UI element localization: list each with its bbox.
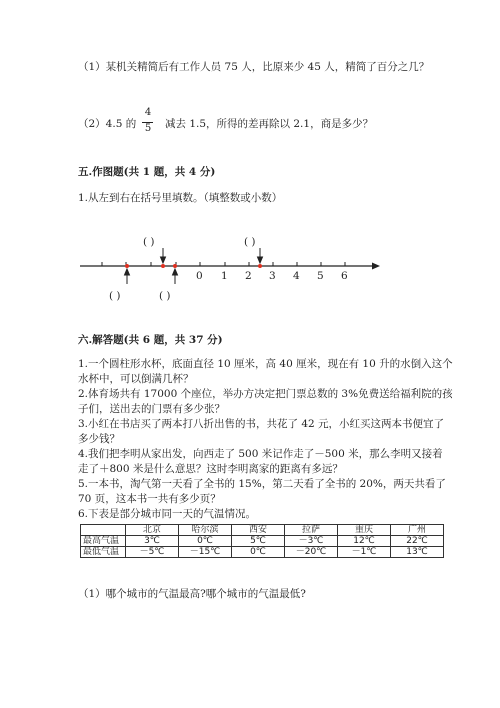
table-header-cell: 重庆: [338, 525, 391, 536]
table-header-cell: 拉萨: [285, 525, 338, 536]
table-cell: －5℃: [126, 547, 179, 558]
table-header-cell: 哈尔滨: [179, 525, 232, 536]
fraction-numerator: 4: [144, 107, 152, 118]
arrow-up-1: [125, 269, 130, 284]
tick-label-6: 6: [341, 270, 348, 282]
table-cell: 13℃: [391, 547, 444, 558]
table-header-row: [81, 525, 444, 536]
tick-label-5: 5: [317, 270, 324, 282]
tick-label-1: 1: [221, 270, 228, 282]
table-cell: 5℃: [232, 536, 285, 547]
tick-label-0: 0: [196, 270, 203, 282]
blank-paren-top-1: ( ): [143, 236, 155, 248]
s6-line: 多少钱？: [78, 433, 120, 445]
axis-arrowhead: [372, 263, 380, 270]
temperature-table: [80, 524, 444, 558]
s6-line: 5.一本书，淘气第一天看了全书的 15%，第二天看了全书的 20%，两天共看了: [78, 478, 446, 490]
s6-line: 2.体育场共有 17000 个座位，举办方决定把门票总数的 3%免费送给福利院的孩: [78, 388, 453, 400]
table-cell: －3℃: [285, 536, 338, 547]
table-cell: [81, 525, 126, 536]
table-header-cell: 广州: [391, 525, 444, 536]
question-fraction-a: （2）4.5 的: [78, 118, 137, 130]
table-cell: 3℃: [126, 536, 179, 547]
table-header-cell: 西安: [232, 525, 285, 536]
section-5-title: 五.作图题(共 1 题，共 4 分): [78, 166, 216, 178]
blank-paren-bottom-2: ( ): [159, 290, 171, 302]
arrow-up-2: [173, 269, 178, 284]
s6-line: 3.小红在书店买了两本打八折出售的书，共花了 42 元，小红买这两本书便宜了: [78, 418, 445, 430]
question-fraction-b: 减去 1.5，所得的差再除以 2.1，商是多少？: [165, 118, 374, 130]
table-cell: 12℃: [338, 536, 391, 547]
s6-line: 水杯中，可以倒满几杯？: [78, 373, 194, 385]
arrow-down-1: [161, 248, 166, 263]
tick-label-4: 4: [293, 270, 300, 282]
s6-line: 1.一个圆柱形水杯，底面直径 10 厘米，高 40 厘米，现在有 10 升的水倒入这个: [78, 358, 453, 370]
s6-line: 4.我们把李明从家出发，向西走了 500 米记作走了－500 米，那么李明又接着: [78, 448, 443, 460]
point-a: [125, 264, 129, 268]
question-percent: （1）某机关精简后有工作人员 75 人，比原来少 45 人，精简了百分之几？: [78, 61, 430, 73]
blank-paren-bottom-1: ( ): [109, 290, 121, 302]
row-label: 最低气温: [81, 547, 126, 558]
table-header-cell: 北京: [126, 525, 179, 536]
last-question: （1）哪个城市的气温最高?哪个城市的气温最低?: [78, 588, 306, 600]
s6-line: 6.下表是部分城市同一天的气温情况。: [78, 508, 257, 520]
section-6-title: 六.解答题(共 6 题，共 37 分): [78, 334, 223, 346]
point-c: [173, 264, 177, 268]
table-cell: 0℃: [179, 536, 232, 547]
point-b: [161, 264, 165, 268]
row-label: 最高气温: [81, 536, 126, 547]
table-cell: 0℃: [232, 547, 285, 558]
table-row: [81, 536, 444, 547]
s5-question-1: 1.从左到右在括号里填数。（填整数或小数）: [78, 192, 283, 204]
s6-line: 70 页，这本书一共有多少页？: [78, 493, 221, 505]
tick-label-2: 2: [245, 270, 252, 282]
table-cell: －15℃: [179, 547, 232, 558]
table-cell: －1℃: [338, 547, 391, 558]
table-cell: －20℃: [285, 547, 338, 558]
s6-line: 子们，送出去的门票有多少张？: [78, 403, 225, 415]
tick-label-3: 3: [269, 270, 276, 282]
s6-line: 走了＋800 米是什么意思？这时李明离家的距离有多远？: [78, 463, 343, 475]
arrow-down-2: [258, 248, 263, 263]
blank-paren-top-2: ( ): [244, 236, 256, 248]
table-cell: 22℃: [391, 536, 444, 547]
point-d: [258, 264, 262, 268]
fraction-denominator: 5: [144, 123, 152, 134]
table-row: [81, 547, 444, 558]
